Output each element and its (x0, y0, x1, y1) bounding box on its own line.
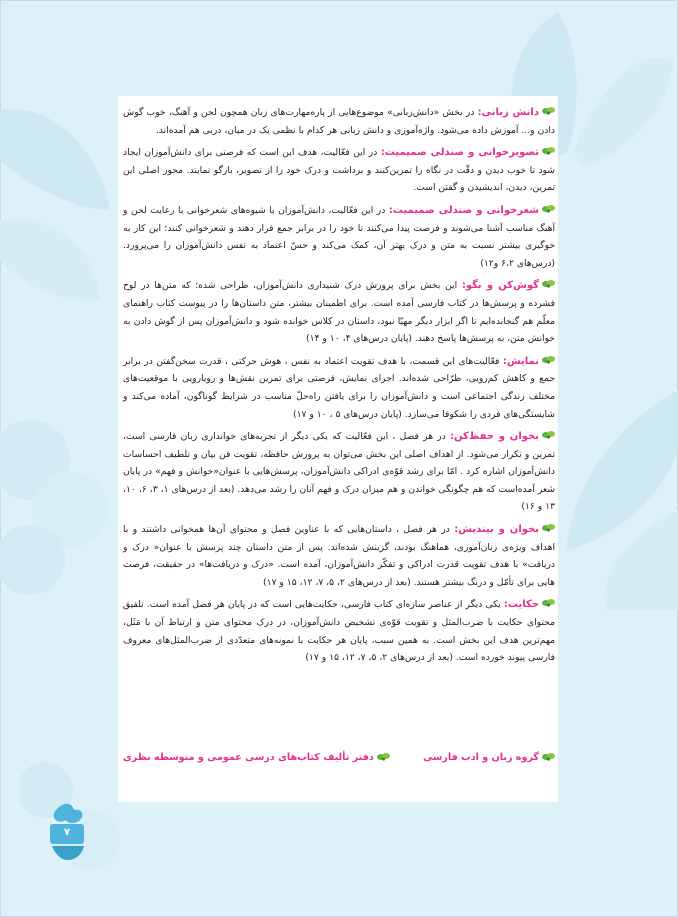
flower-decoration-left (0, 400, 120, 600)
paragraph-sherkhani (123, 202, 555, 272)
leaf-bullet-icon (542, 430, 555, 440)
footer-group-name (423, 752, 555, 763)
paragraph-goosh-kon (123, 277, 555, 347)
paragraph-title: دانش زبانی: (477, 107, 539, 118)
paragraph-tasvirkhani (123, 144, 555, 197)
paragraph-text: فعّالیت‌های این قسمت، با هدف تقویت اعتماد به نفس ، هوش حرکتی ، قدرت سخن‌گفتن در برابر جمع و کاهش کم‌رویی، طرّاحی شده‌اند. اجرای نمایش، فرصتی برای تمرین نقش‌ها و رویارویی با موقعیت‌های مختلف زندگی اجتماعی است و دانش‌آموزان را برای یافتن راه‌حلّ مناسب در شرایط گوناگون، آماده می‌کند و شایستگی‌های فردی را شکوفا می‌سازد. (پایان درس‌های ۵ ، ۱۰ و ۱۷) (123, 355, 555, 420)
paragraph-text: در بخش «دانش‌زبانی» موضوع‌هایی از پاره‌مهارت‌های زبان همچون لحن و آهنگ، خوب گوش دادن و... آموزش داده می‌شود. واژه‌آموزی و دانش زبانی هر کدام با نظمی یک در میان، دربی هم آمده‌اند. (123, 107, 555, 136)
paragraph-text: این بخش برای پرورش درک شنیداری دانش‌آموزان، طراحی شده؛ که متن‌ها در لوح فشرده و پرسش‌ها در کتاب فارسی آمده است. برای اطمینان بیشتر، متن داستان‌ها را در پیوست کتاب راهنمای معلّم هم گنجانده‌ایم تا اگر ابزار دیگر مهیّا نبود، داستان در کلاس خوانده شود و دانش‌آموزان پس از گوش دادن به خوانش متن، به پرسش‌ها پاسخ دهند. (پایان درس‌های ۴، ۱۰ و ۱۴) (123, 280, 555, 345)
paragraph-bekhan-hefz (123, 428, 555, 516)
paragraph-title: تصویرخوانی و صندلی صمیمیت: (380, 147, 539, 159)
footer-right-text: گروه زبان و ادب فارسی (423, 751, 539, 763)
paragraph-hekayat (123, 596, 555, 666)
paragraph-title: نمایش: (502, 355, 539, 367)
paragraph-text: در این فعّالیت، هدف این است که فرصتی برای دانش‌آموزان ایجاد شود تا خوب دیدن و دقّت در نگاه را تمرین‌کنند و برداشت و درک خود را از تصویر، بازگو نمایند. محور اصلی این تمرین، دیدن، اندیشیدن و گفتن است. (123, 147, 555, 194)
leaf-bullet-icon (542, 752, 555, 762)
paragraph-bekhan-bayandish (123, 521, 555, 591)
leaf-bullet-icon (542, 106, 555, 116)
leaf-bullet-icon (542, 279, 555, 289)
butterfly-decoration-left (0, 90, 120, 320)
paragraph-title: گوش‌کن و بگو: (461, 280, 540, 292)
leaf-bullet-icon (542, 598, 555, 608)
page-number: ۷ (63, 827, 71, 838)
leaf-bullet-icon (377, 752, 390, 762)
footer-office-name (123, 752, 390, 763)
paragraph-text: در هر فصل ، این فعّالیت که یکی دیگر از تجربه‌های خوانداری زبان فارسی است، تمرین و تکرار می‌شود. از اهداف اصلی این بخش می‌توان به پرورش حافظه، تقویت فن بیان و تلطیف احساسات دانش‌آموزان اشاره کرد . امّا برای رشد قوّه‌ی ادراکی دانش‌آموزان، پرسش‌هایی با عنوان«خوانش و فهم» در پایان شعر آمده‌است که هم چگونگی خواندن و هم میزان درک و فهم آنان را رشد می‌دهد. (بعد از درس‌های ۱، ۳، ۶، ۱۰، ۱۳ و ۱۶) (123, 431, 556, 513)
paragraph-title: بخوان و بیندیش: (454, 524, 539, 536)
paragraph-title: حکایت: (503, 599, 539, 611)
footer-left-text: دفتر تألیف کتاب‌های درسی عمومی و متوسطه نظری (123, 751, 374, 763)
leaf-bullet-icon (542, 204, 555, 214)
leaf-bullet-icon (542, 355, 555, 365)
text-body (123, 104, 555, 672)
paragraph-namayesh (123, 353, 555, 423)
leaf-bullet-icon (542, 523, 555, 533)
paragraph-title: شعرخوانی و صندلی صمیمیت: (388, 204, 539, 216)
leaf-bullet-icon (542, 146, 555, 156)
signature-footer (123, 747, 555, 767)
butterfly-decoration-right (556, 380, 678, 610)
paragraph-dansh-zabani (123, 104, 555, 139)
paragraph-text: در این فعّالیت، دانش‌آموزان با شیوه‌های شعرخوانی با رعایت لحن و آهنگ مناسب آشنا می‌شوند و فرصت پیدا می‌کنند تا خود را در برابر جمع قرار دهند و شعرخوانی کنند؛ این کار به خوگیری بیشتر نسبت به متن و درک بهتر آن، کمک می‌کند و حسّ اعتماد به نفس دانش‌آموزان را می‌پرورد. (درس‌های ۶،۲ و۱۲) (123, 204, 555, 269)
paragraph-title: بخوان و حفظ‌کن: (450, 431, 539, 443)
paragraph-text: در هر فصل ، داستان‌هایی که با عناوین فصل و محتوای آن‌ها همخوانی داشتند و با اهداف ویژه‌ی زبان‌آموزی، هماهنگ بودند، گزینش شده‌اند. پس از متن داستان چند پرسش با عنوان« درک و دریافت» با هدف تقویت قدرت ادراکی و تفکّر دانش‌آموزان، آمده است. «درک و دریافت‌ها» در حقیقت، فرصت هایی برای تأمّل و درنگ بیشتر هستند. (بعد از درس‌های ۲، ۵، ۷، ۱۲، ۱۵ و ۱۷) (123, 524, 555, 588)
paragraph-text: یکی دیگر از عناصر سازه‌ای کتاب فارسی، حکایت‌هایی است که در پایان هر فصل آمده است. تلفیق محتوای حکایت با ضرب‌المثل و تقویت قوّه‌ی تشخیص دانش‌آموزان، در درک محتوای متن و ارتباط آن با مَثَل، مهم‌ترین هدف این بخش است. به همین سبب، پایان هر حکایت با نمونه‌های متعدّدی از ضرب‌المثل‌های معروف فارسی پیوند خورده است. (بعد از درس‌های ۲، ۵، ۷، ۱۲، ۱۵ و ۱۷) (123, 599, 555, 664)
